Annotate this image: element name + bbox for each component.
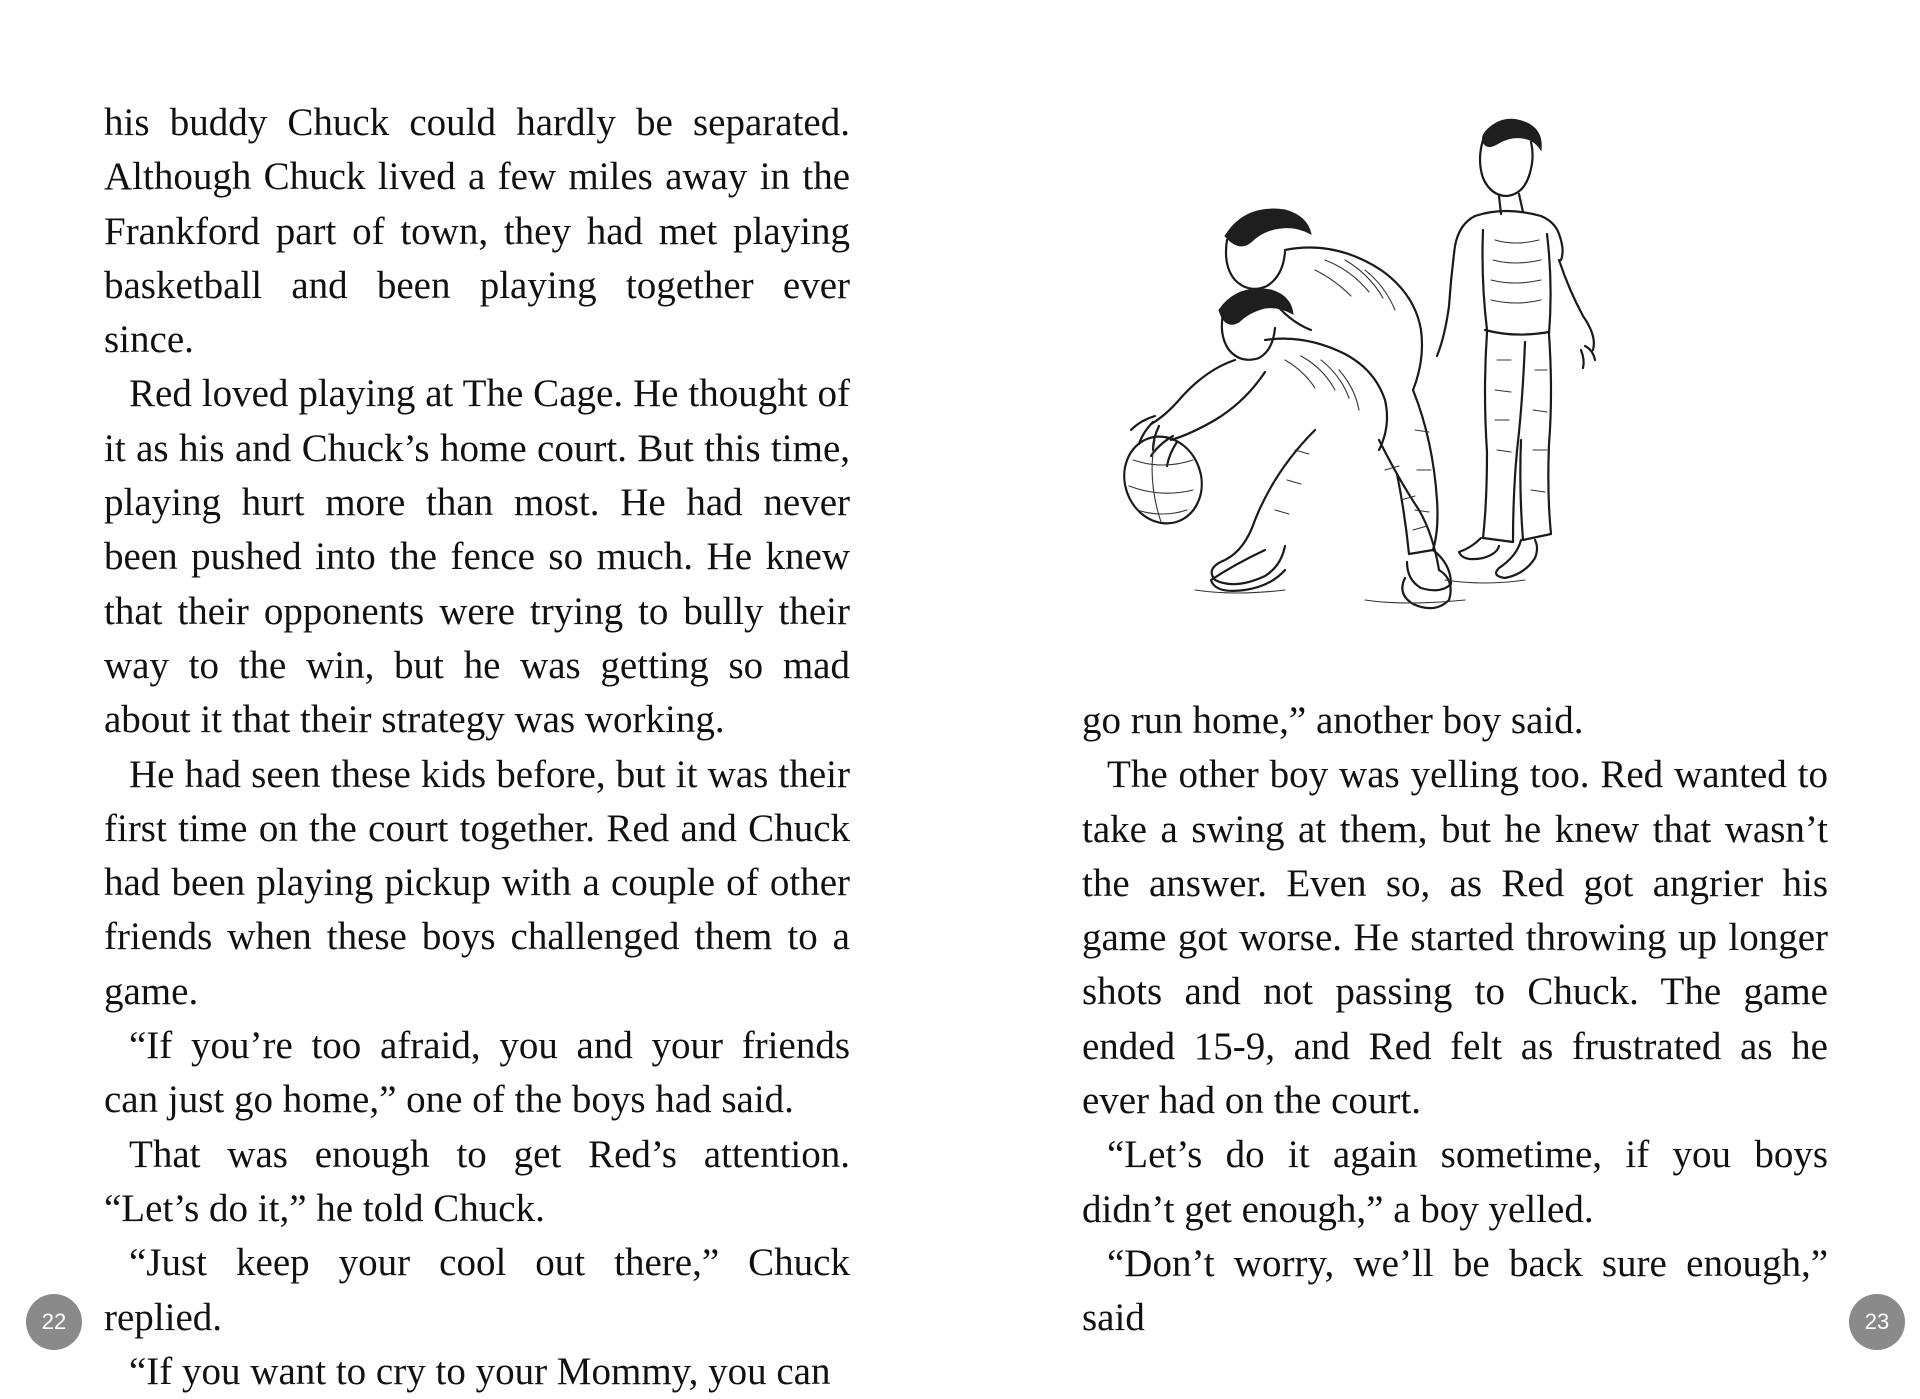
- paragraph: his buddy Chuck could hardly be separated. Although Chuck lived a few miles away in the Frankford part of town, they had met playing basketball and been playing together ever since.: [104, 101, 850, 362]
- dribbling-boy-figure: [1131, 289, 1451, 608]
- paragraph: Red loved playing at The Cage. He thought of it as his and Chuck’s home court. But this time, playing hurt more than most. He had never been pushed into the fence so much. He knew that their opponents were trying to bully their way to the win, but he was getting so mad about it that their strategy was working.: [104, 372, 850, 742]
- paragraph: “If you’re too afraid, you and your friends can just go home,” one of the boys had said.: [104, 1024, 850, 1122]
- paragraph: “Just keep your cool out there,” Chuck replied.: [104, 1241, 850, 1339]
- left-page-text: [104, 96, 850, 1399]
- paragraph: The other boy was yelling too. Red wanted to take a swing at them, but he knew that wasn’t the answer. Even so, as Red got angrier his game got worse. He started throwing up longer shots and not passing to Chuck. The game ended 15-9, and Red felt as frustrated as he ever had on the court.: [1082, 753, 1828, 1123]
- right-page-text: [1082, 694, 1828, 1346]
- page-number-badge: 22: [26, 1294, 82, 1350]
- paragraph: “Let’s do it again sometime, if you boys didn’t get enough,” a boy yelled.: [1082, 1133, 1828, 1231]
- paragraph: That was enough to get Red’s attention. “Let’s do it,” he told Chuck.: [104, 1132, 850, 1230]
- defender-boy-figure: [1225, 209, 1451, 590]
- paragraph: go run home,” another boy said.: [1082, 699, 1584, 742]
- paragraph: “If you want to cry to your Mommy, you can: [129, 1349, 831, 1393]
- standing-boy-figure: [1437, 119, 1595, 578]
- right-page: [960, 0, 1920, 1371]
- basketball-players-sketch-icon: [1115, 110, 1675, 640]
- left-page: [0, 0, 960, 1393]
- paragraph: “Don’t worry, we’ll be back sure enough,” said: [1082, 1241, 1828, 1340]
- page-number-badge: 23: [1849, 1294, 1905, 1350]
- paragraph: He had seen these kids before, but it was their first time on the court together. Red and Chuck had been playing pickup with a couple of other friends when these boys challenged them to a game.: [104, 752, 850, 1013]
